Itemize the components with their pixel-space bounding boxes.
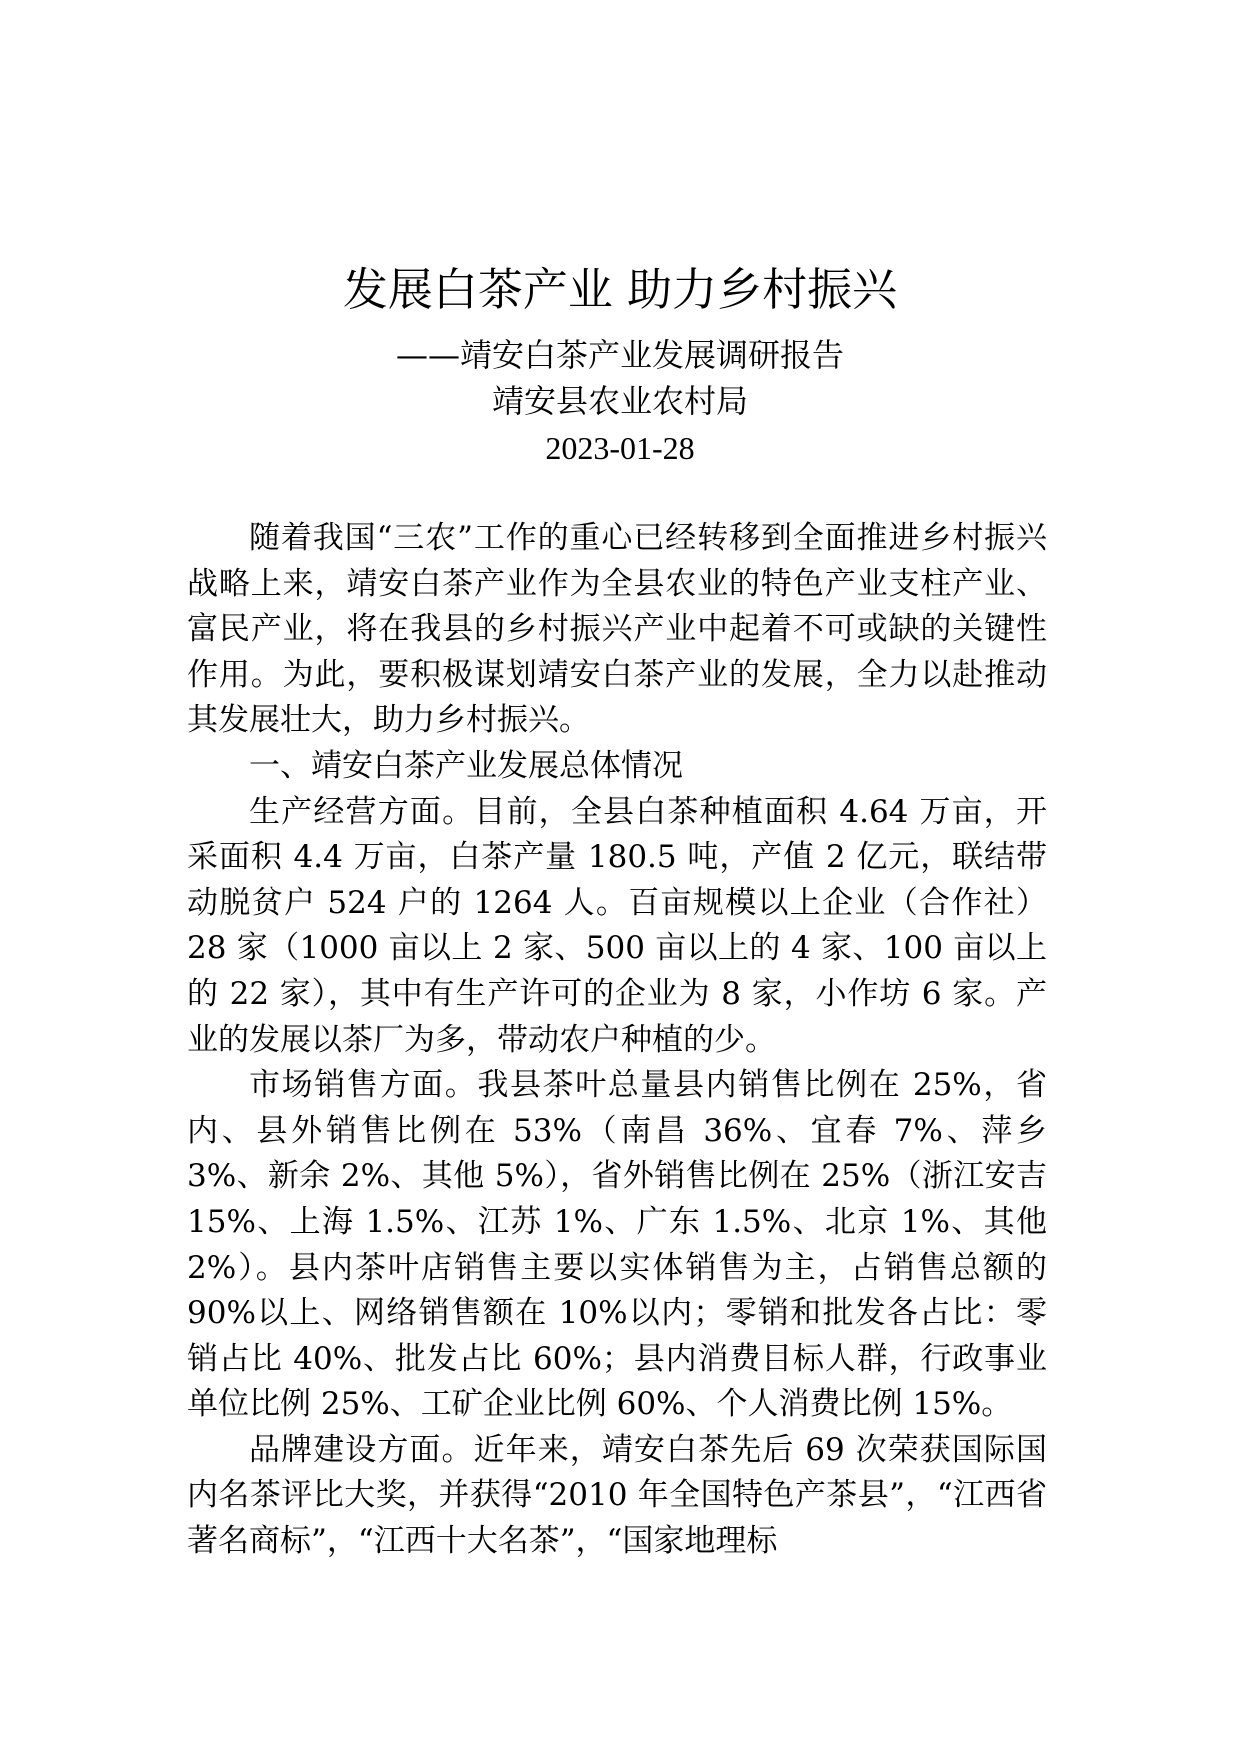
body-paragraph-production: 生产经营方面。目前，全县白茶种植面积 4.64 万亩，开采面积 4.4 万亩，白茶产量 180.5 吨，产值 2 亿元，联结带动脱贫户 524 户的 1264 人。百亩规模以上企业（合作社）28 家（1000 亩以上 2 家、500 亩以上的 4 家、100 亩以上的 22 家），其中有生产许可的企业为 8 家，小作坊 6 家。产业的发展以茶厂为多，带动农户种植的少。 — [187, 793, 1047, 1058]
body-paragraph-sales: 市场销售方面。我县茶叶总量县内销售比例在 25%，省内、县外销售比例在 53%（南昌 36%、宜春 7%、萍乡 3%、新余 2%、其他 5%），省外销售比例在 25%（浙江安吉 15%、上海 1.5%、江苏 1%、广东 1.5%、北京 1%、其他 2%）。县内茶叶店销售主要以实体销售为主，占销售总额的 90%以上、网络销售额在 10%以内；零销和批发各占比：零销占比 40%、批发占比 60%；县内消费目标人群，行政事业单位比例 25%、工矿企业比例 60%、个人消费比例 15%。 — [187, 1067, 1047, 1423]
document-author: 靖安县农业农村局 — [491, 382, 748, 420]
document-body — [187, 516, 1047, 1565]
body-paragraph-intro: 随着我国“三农”工作的重心已经转移到全面推进乡村振兴战略上来，靖安白茶产业作为全县农业的特色产业支柱产业、富民产业，将在我县的乡村振兴产业中起着不可或缺的关键性作用。为此，要积极谋划靖安白茶产业的发展，全力以赴推动其发展壮大，助力乡村振兴。 — [187, 520, 1047, 739]
section-heading: 一、靖安白茶产业发展总体情况 — [249, 747, 683, 784]
document-subtitle: ——靖安白茶产业发展调研报告 — [395, 336, 844, 374]
document-date: 2023-01-28 — [545, 430, 695, 466]
body-paragraph-brand: 品牌建设方面。近年来，靖安白茶先后 69 次荣获国际国内名茶评比大奖，并获得“2010 年全国特色产茶县”，“江西省著名商标”，“江西十大名茶”，“国家地理标 — [187, 1431, 1047, 1560]
document-title: 发展白茶产业 助力乡村振兴 — [342, 263, 898, 316]
